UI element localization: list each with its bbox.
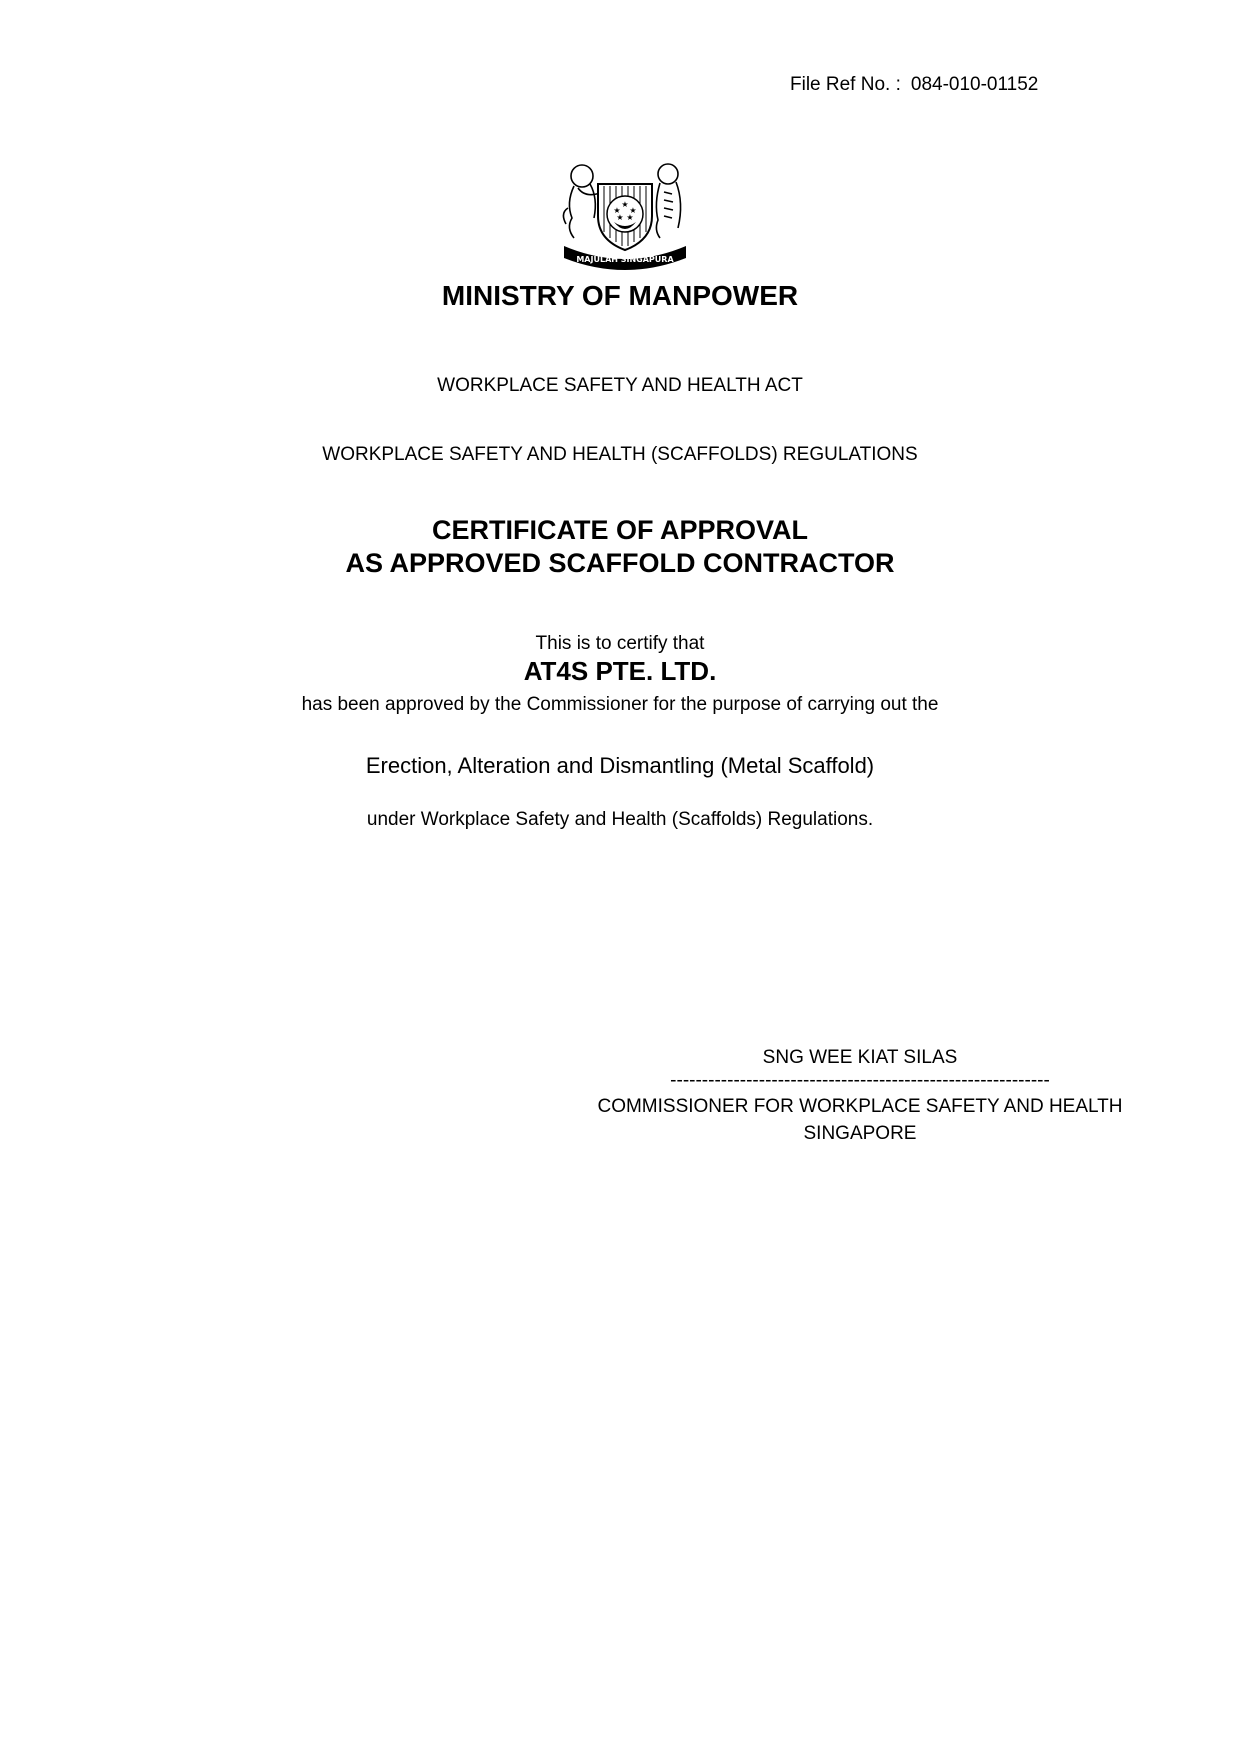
- regulations-title: WORKPLACE SAFETY AND HEALTH (SCAFFOLDS) REGULATIONS: [322, 444, 918, 465]
- signatory-name: SNG WEE KIAT SILAS: [762, 1047, 958, 1068]
- svg-text:★: ★: [616, 213, 624, 222]
- company-name: AT4S PTE. LTD.: [523, 656, 717, 686]
- certificate-title-line1: CERTIFICATE OF APPROVAL: [432, 515, 808, 545]
- ministry-title: MINISTRY OF MANPOWER: [441, 280, 799, 311]
- certify-intro: This is to certify that: [535, 633, 705, 654]
- signatory-title: COMMISSIONER FOR WORKPLACE SAFETY AND HEALTH: [597, 1096, 1123, 1117]
- svg-text:★: ★: [626, 213, 634, 222]
- regulation-reference: under Workplace Safety and Health (Scaffolds) Regulations.: [366, 809, 874, 830]
- approval-scope: Erection, Alteration and Dismantling (Metal Scaffold): [365, 753, 875, 778]
- svg-text:MAJULAH SINGAPURA: MAJULAH SINGAPURA: [576, 255, 674, 264]
- approval-text: has been approved by the Commissioner for the purpose of carrying out the: [301, 694, 939, 715]
- svg-text:★: ★: [629, 206, 637, 215]
- signatory-country: SINGAPORE: [803, 1123, 917, 1144]
- singapore-coat-of-arms-icon: [560, 158, 690, 270]
- certificate-title-line2: AS APPROVED SCAFFOLD CONTRACTOR: [345, 548, 895, 578]
- svg-text:★: ★: [613, 206, 621, 215]
- svg-text:★: ★: [621, 200, 629, 209]
- file-ref-label: File Ref No. :: [790, 74, 901, 95]
- file-ref-value: 084-010-01152: [910, 74, 1039, 95]
- act-title: WORKPLACE SAFETY AND HEALTH ACT: [437, 375, 803, 396]
- file-reference: [790, 74, 1038, 96]
- signature-line: ------------------------------------------------------------: [670, 1070, 1050, 1091]
